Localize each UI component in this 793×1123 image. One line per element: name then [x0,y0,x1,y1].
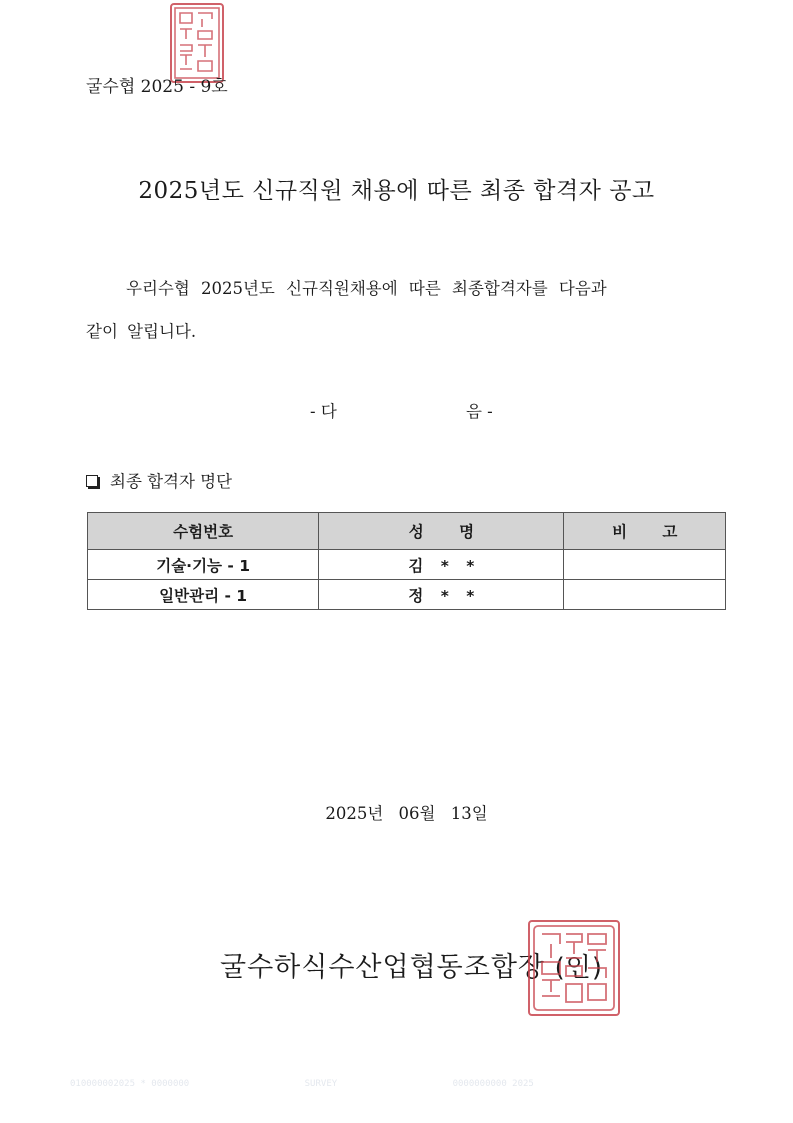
footer-item: SURVEY [304,1079,338,1089]
footer-item: 010000002025 * 0000000 [70,1079,190,1089]
official-seal-top [170,3,224,83]
header-name: 성 명 [319,513,564,550]
issue-date: 2025년 06월 13일 [325,804,488,823]
seal-stamp-icon [530,922,618,1014]
cell-exam-number: 일반관리 - 1 [88,580,319,610]
daum-left: - 다 [310,402,337,421]
issuer-name: 굴수하식수산업협동조합장 [220,952,545,983]
document-number: 굴수협 2025 - 9호 [86,77,228,97]
seal-stamp-icon [172,5,222,81]
body-text-line-2: 같이 알립니다. [86,322,197,341]
result-table [87,512,726,610]
page-title: 2025년도 신규직원 채용에 따른 최종 합격자 공고 [138,178,655,204]
table-header-row [88,513,726,550]
list-heading-label: 최종 합격자 명단 [110,472,233,491]
body-text-line-1: 우리수협 2025년도 신규직원채용에 따른 최종합격자를 다음과 [126,279,607,298]
scan-footer [70,1079,644,1089]
seal-mark: (인) [554,953,603,983]
cell-remarks [564,580,726,610]
daum-right: 음 - [466,402,493,421]
header-remarks: 비 고 [564,513,726,550]
table-row [88,550,726,580]
footer-item: 0000000000 2025 [452,1079,534,1089]
cell-remarks [564,550,726,580]
table-row [88,580,726,610]
checkbox-bullet-icon [86,475,98,487]
cell-exam-number: 기술·기능 - 1 [88,550,319,580]
header-exam-number: 수험번호 [88,513,319,550]
cell-name: 김 * * [319,550,564,580]
official-seal-bottom [528,920,620,1016]
list-heading [86,468,232,492]
cell-name: 정 * * [319,580,564,610]
